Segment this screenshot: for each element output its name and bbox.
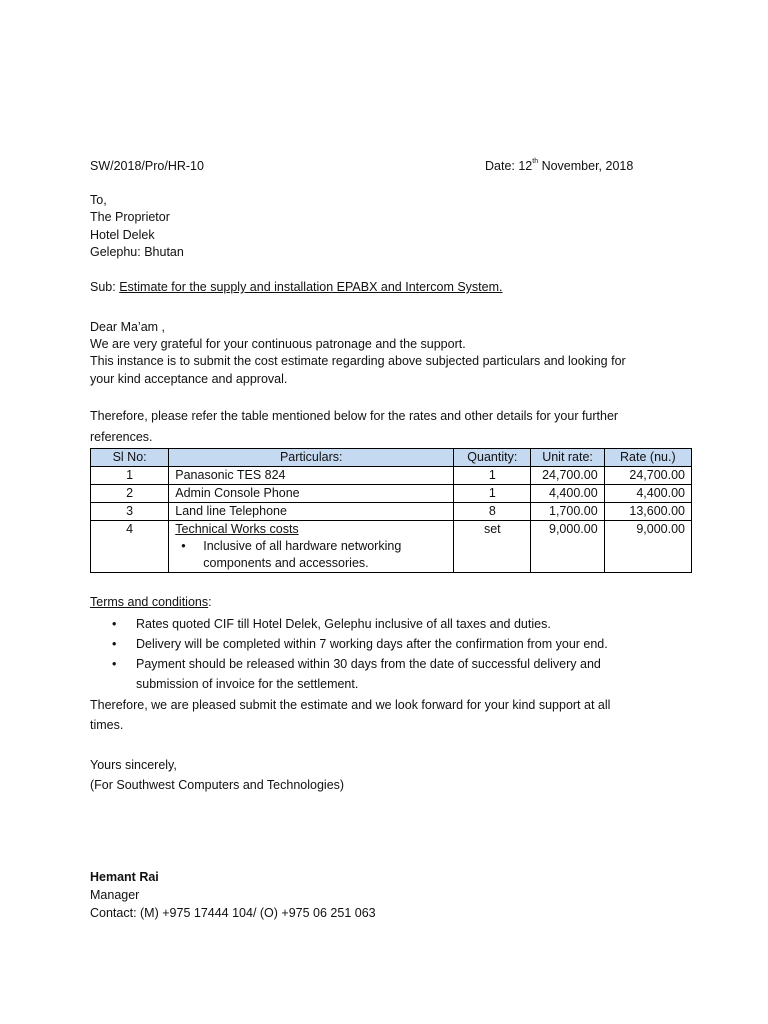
table-row (91, 467, 692, 485)
body-paragraph-3b: references. (90, 430, 153, 444)
list-item: • Payment should be released within 30 days from the date of successful delivery and submission of invoice for the settlement. (90, 654, 650, 694)
table-row (91, 485, 692, 503)
address-line-3: Gelephu: Bhutan (90, 245, 184, 259)
letter-date: Date: 12th November, 2018 (485, 158, 634, 173)
signatory-name: Hemant Rai (90, 870, 159, 884)
reference-number: SW/2018/Pro/HR-10 (90, 159, 204, 173)
cell-rate: 24,700.00 (604, 467, 691, 485)
header-rate: Rate (nu.) (604, 449, 691, 467)
salutation: Dear Ma’am , (90, 320, 166, 334)
body-paragraph-2a: This instance is to submit the cost estimate regarding above subjected particulars and looking for (90, 354, 626, 368)
address-to: To, (90, 193, 107, 207)
yours-sincerely: Yours sincerely, (90, 758, 177, 772)
cell-item: Land line Telephone (169, 503, 454, 521)
body-paragraph-3a: Therefore, please refer the table mentioned below for the rates and other details for your further (90, 409, 619, 423)
closing-line-2: times. (90, 718, 124, 732)
signatory-title: Manager (90, 888, 140, 902)
header-unit-rate: Unit rate: (531, 449, 604, 467)
cell-sl: 2 (91, 485, 169, 503)
cell-qty: 1 (454, 485, 531, 503)
body-paragraph-2b: your kind acceptance and approval. (90, 372, 288, 386)
terms-heading: Terms and conditions: (90, 595, 212, 609)
table-row (91, 521, 692, 573)
cell-qty: 1 (454, 467, 531, 485)
cell-rate: 9,000.00 (604, 521, 691, 573)
body-paragraph-1: We are very grateful for your continuous patronage and the support. (90, 337, 466, 351)
cell-item: Panasonic TES 824 (169, 467, 454, 485)
cell-rate: 4,400.00 (604, 485, 691, 503)
cell-sl: 1 (91, 467, 169, 485)
cell-item: Admin Console Phone (169, 485, 454, 503)
estimate-table (90, 448, 692, 573)
closing-line-1: Therefore, we are pleased submit the estimate and we look forward for your kind support at all (90, 698, 611, 712)
list-item: • Rates quoted CIF till Hotel Delek, Gelephu inclusive of all taxes and duties. (90, 614, 650, 634)
table-header-row (91, 449, 692, 467)
cell-sl: 3 (91, 503, 169, 521)
cell-unit-rate: 1,700.00 (531, 503, 604, 521)
cell-sl: 4 (91, 521, 169, 573)
signatory-contact: Contact: (M) +975 17444 104/ (O) +975 06 251 063 (90, 906, 376, 920)
item-title: Technical Works costs (175, 522, 299, 536)
list-item: • Delivery will be completed within 7 working days after the confirmation from your end. (90, 634, 650, 654)
cell-item (169, 521, 454, 573)
cell-rate: 13,600.00 (604, 503, 691, 521)
subject-line: Sub: Estimate for the supply and installation EPABX and Intercom System. (90, 280, 503, 294)
company-name: (For Southwest Computers and Technologies) (90, 778, 345, 792)
header-quantity: Quantity: (454, 449, 531, 467)
header-sl-no: Sl No: (91, 449, 169, 467)
cell-unit-rate: 9,000.00 (531, 521, 604, 573)
terms-list (90, 614, 650, 694)
address-line-2: Hotel Delek (90, 228, 155, 242)
table-row (91, 503, 692, 521)
cell-unit-rate: 24,700.00 (531, 467, 604, 485)
address-line-1: The Proprietor (90, 210, 170, 224)
item-note: • Inclusive of all hardware networking components and accessories. (175, 538, 447, 572)
header-particulars: Particulars: (169, 449, 454, 467)
cell-qty: set (454, 521, 531, 573)
cell-qty: 8 (454, 503, 531, 521)
cell-unit-rate: 4,400.00 (531, 485, 604, 503)
